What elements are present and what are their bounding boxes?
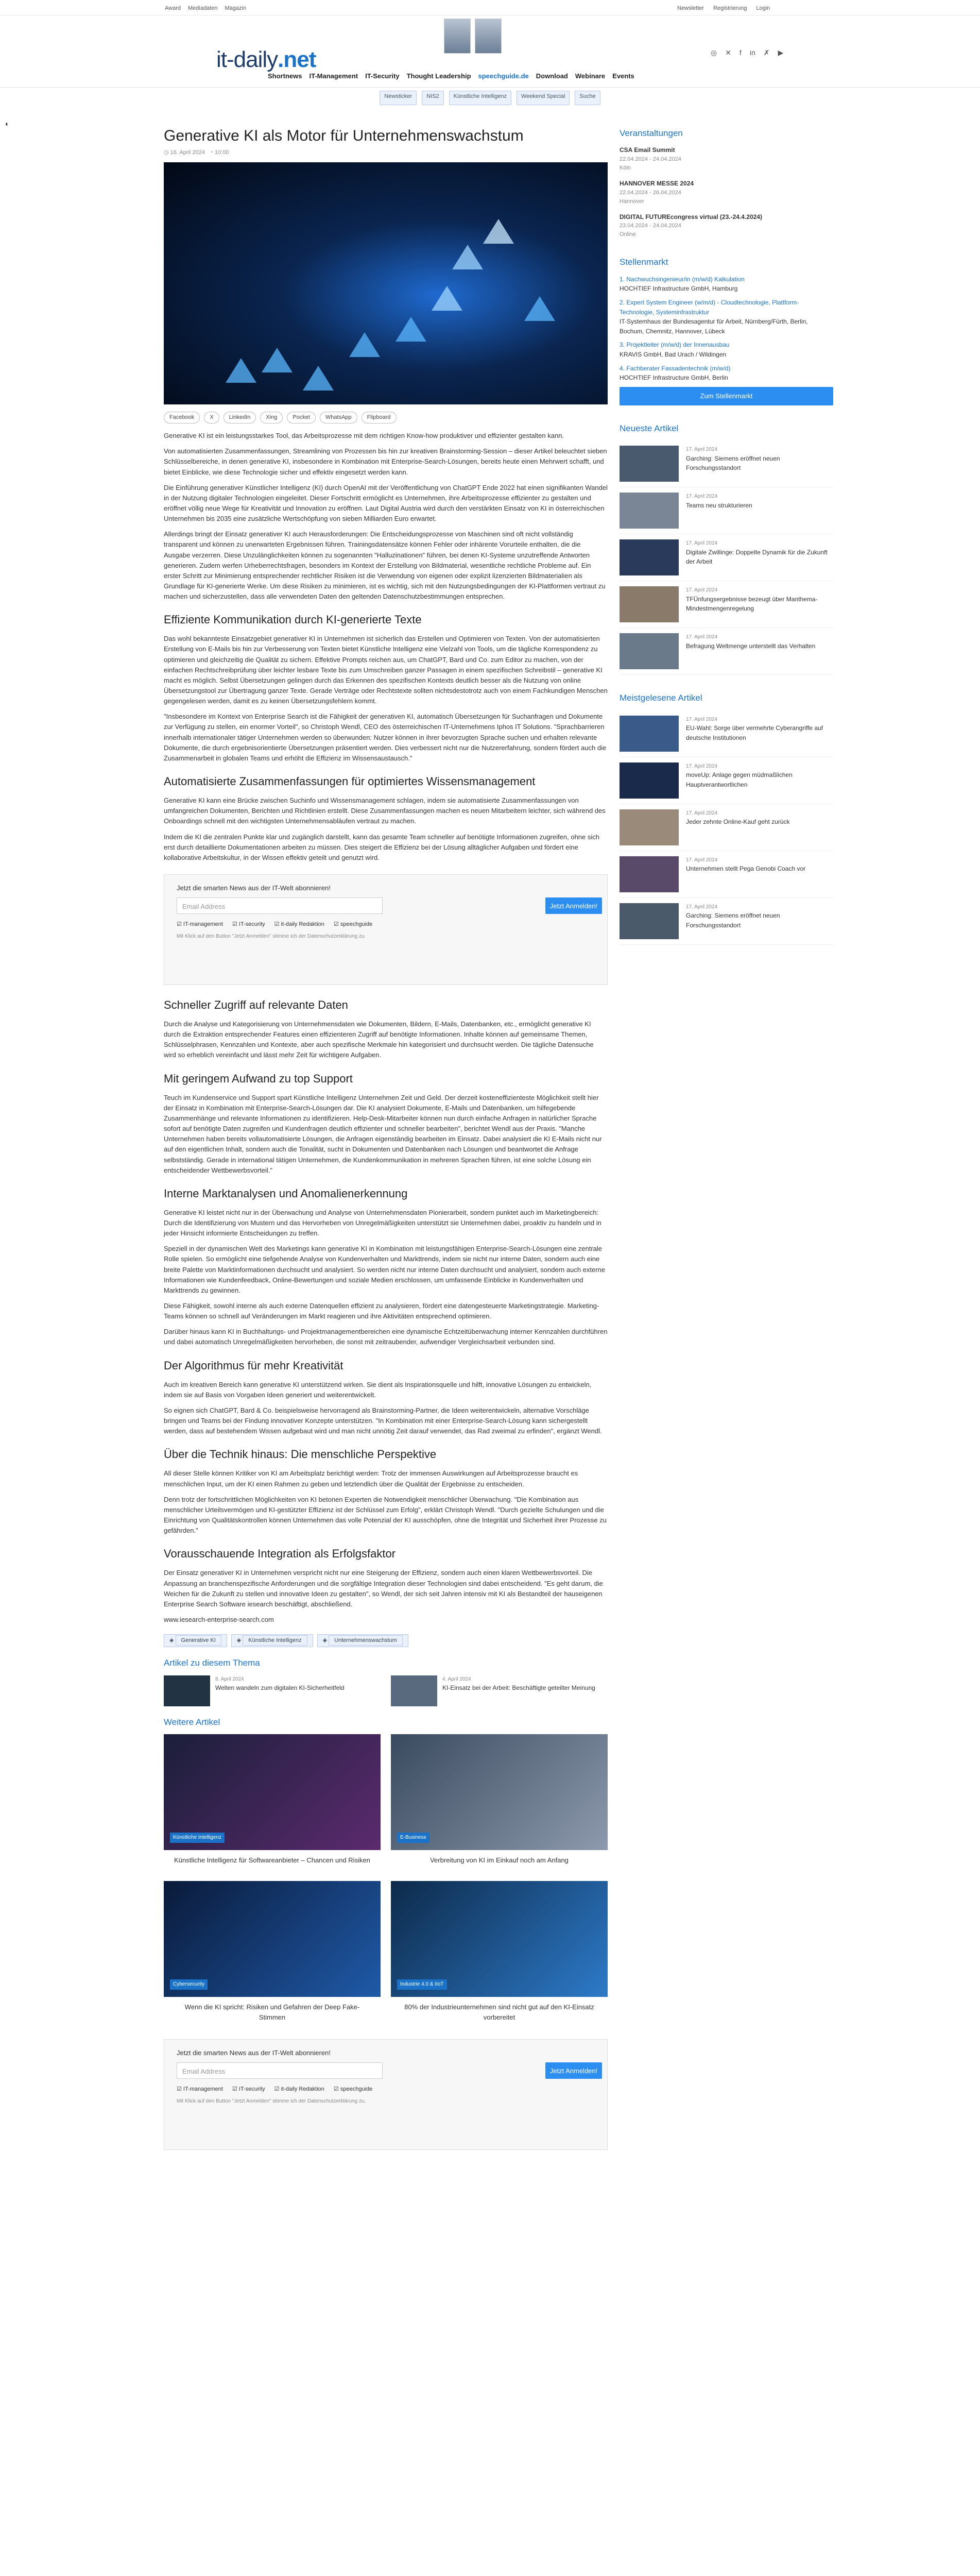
social-icons: [711, 47, 783, 59]
job-item[interactable]: 2. Expert System Engineer (w/m/d) - Cloudtechnologie, Plattform-Technologie, Systeminfrastruktur IT-Systemhaus der Bundesagentur für Arbeit, Nürnberg/Fürth, Berlin, Bochum, Chemnitz, Hannover, Lübeck: [620, 298, 808, 335]
topbar-link-login[interactable]: Login: [756, 5, 770, 11]
newsletter-note: Mit Klick auf den Button "Jetzt Anmelden" stimme ich der Datenschutzerklärung zu.: [177, 2098, 366, 2105]
sidebar-article[interactable]: 17. April 2024 Unternehmen stellt Pega Genobi Coach vor: [620, 851, 833, 898]
related-thumbnail: [164, 1675, 210, 1706]
checkbox-speechguide[interactable]: ☑ speechguide: [333, 921, 373, 927]
site-header: [0, 15, 980, 88]
topbar-link-award[interactable]: Award: [165, 5, 181, 11]
nav-webinare[interactable]: Webinare: [575, 72, 606, 80]
checkbox-redaktion[interactable]: ☑ it-daily Redaktion: [274, 2086, 324, 2093]
sidebar-article[interactable]: 17. April 2024 Digitale Zwillinge: Doppelte Dynamik für die Zukunft der Arbeit: [620, 534, 833, 581]
hero-image: [164, 162, 608, 404]
category-badge: Cybersecurity: [170, 1979, 208, 1990]
event-item[interactable]: CSA Email Summit 22.04.2024 - 24.04.2024 Köln: [620, 146, 681, 171]
checkbox-it-management[interactable]: ☑ IT-management: [177, 921, 223, 927]
newsletter-options: [177, 920, 372, 929]
section-heading: Effiziente Kommunikation durch KI-generierte Texte: [164, 613, 422, 626]
events-heading: Veranstaltungen: [620, 128, 683, 138]
sidebar-article[interactable]: 17. April 2024 Garching: Siemens eröffnet neuen Forschungsstandort: [620, 440, 833, 487]
sidebar-article[interactable]: 17. April 2024 Befragung Weltmenge unterstellt das Verhalten: [620, 628, 833, 675]
event-item[interactable]: DIGITAL FUTUREcongress virtual (23.-24.4.2024) 23.04.2024 - 24.04.2024 Online: [620, 213, 762, 238]
nav-speechguide[interactable]: speechguide.de: [478, 72, 529, 80]
section-heading: Automatisierte Zusammenfassungen für optimiertes Wissensmanagement: [164, 774, 536, 788]
paragraph: Allerdings bringt der Einsatz generativer KI auch Herausforderungen: Die Entscheidungsprozesse von Maschinen sind oft nicht vollständig transparent und können zu unerwarteten Ergebnissen führen. Trainingsdatensätze können Fehler oder inhärente Vorurteile enthalten, die die Ausgabe verzerren. Diese Unzulänglichkeiten können zu sogenannten "Halluzinationen" führen, bei denen KI-Systeme unzutreffende Antworten generieren. Zudem werfen Urheberrechtsfragen, besonders im Kontext der Erstellung von Bildmaterial, wesentliche rechtliche Probleme auf. Ein erster Schritt zur Minimierung entsprechender rechtlicher Risiken ist die Verwendung von eigenen oder explizit lizenzierten Bildmaterialien als Grundlage für KI-generierte Werke. Um diese Risiken zu minimieren, ist es wichtig, sich mit den Nutzungsbedingungen der KI-Plattformen vertraut zu machen und sicherzustellen, dass alle verwendeten Daten den geltenden Datenschutzbestimmungen entsprechen.: [164, 530, 606, 601]
sidebar-article[interactable]: 17. April 2024 Teams neu strukturieren: [620, 487, 833, 534]
sidebar-article[interactable]: 17. April 2024 Jeder zehnte Online-Kauf geht zurück: [620, 804, 833, 851]
category-badge: E-Business: [397, 1833, 429, 1843]
article-intro: Generative KI ist ein leistungsstarkes Tool, das Arbeitsprozesse mit dem richtigen Know-how produktiver und effizienter gestalten kann.: [164, 432, 564, 440]
magazine-covers[interactable]: [444, 19, 502, 54]
article-meta: ◷ 16. April 2024 ◔ 10:00: [164, 149, 229, 156]
share-flipboard-button[interactable]: Flipboard: [362, 412, 397, 423]
category-badge: Künstliche Intelligenz: [170, 1833, 225, 1843]
xing-icon[interactable]: ✗: [763, 48, 770, 57]
nav-shortnews[interactable]: Shortnews: [268, 72, 302, 80]
topbar-link-mediadaten[interactable]: Mediadaten: [187, 5, 218, 11]
article-card[interactable]: Cybersecurity Wenn die KI spricht: Risiken und Gefahren der Deep Fake-Stimmen: [164, 1881, 381, 2028]
job-item[interactable]: 4. Fachberater Fassadentechnik (m/w/d) HOCHTIEF Infrastructure GmbH, Berlin: [620, 364, 731, 382]
job-item[interactable]: 3. Projektleiter (m/w/d) der Innenausbau KRAVIS GmbH, Bad Urach / Wildingen: [620, 341, 730, 358]
sidebar: [620, 127, 833, 961]
checkbox-it-security[interactable]: ☑ IT-security: [232, 921, 265, 927]
topic-tag[interactable]: Newsticker: [380, 91, 417, 105]
topbar-link-registrierung[interactable]: Registrierung: [713, 5, 747, 11]
checkbox-it-security[interactable]: ☑ IT-security: [232, 2086, 265, 2093]
topbar-link-newsletter[interactable]: Newsletter: [677, 5, 704, 11]
paragraph: Denn trotz der fortschrittlichen Möglichkeiten von KI betonen Experten die Notwendigkeit menschlicher Überwachung. "Die Kombination aus menschlicher Urteilsvermögen und KI-gestützter Effizienz ist der Schlüssel zum Erfolg", erklärt Christoph Wendl. "Durch gezielte Schulungen und die Einrichtung von Qualitätskontrollen können Unternehmen das volle Potenzial der KI ausschöpfen, ohne die Integrität und Sicherheit ihrer Prozesse zu gefährden.": [164, 1495, 607, 1535]
youtube-icon[interactable]: ▶: [778, 48, 784, 57]
paragraph: Indem die KI die zentralen Punkte klar und zugänglich darstellt, kann das gesamte Team schneller auf benötigte Informationen zugreifen, ohne sich erst durch detaillierte Dokumentationen arbeiten zu müssen. Dies steigert die Effizienz bei der Lösung alltäglicher Aufgaben und fördert eine kollaborative Arbeitskultur, in der Wissen effektiv geteilt und genutzt wird.: [164, 833, 599, 861]
job-item[interactable]: 1. Nachwuchsingenieur/in (m/w/d) Kalkulation HOCHTIEF Infrastructure GmbH, Hamburg: [620, 275, 745, 293]
article-card[interactable]: Künstliche Intelligenz Künstliche Intelligenz für Softwareanbieter – Chancen und Risiken: [164, 1734, 381, 1871]
related-item[interactable]: 4. April 2024 KI-Einsatz bei der Arbeit: Beschäftigte geteilter Meinung: [391, 1675, 608, 1706]
section-heading: Mit geringem Aufwand zu top Support: [164, 1072, 353, 1085]
share-pocket-button[interactable]: Pocket: [287, 412, 316, 423]
article-tags: [164, 1634, 608, 1647]
share-whatsapp-button[interactable]: WhatsApp: [320, 412, 357, 423]
nav-download[interactable]: Download: [536, 72, 568, 80]
newsletter-box-bottom: [164, 2039, 608, 2150]
paragraph: Das wohl bekannteste Einsatzgebiet generativer KI in Unternehmen ist sicherlich das Erstellen und Optimieren von Texten. Von der automatisierten Erstellung von E-Mails bis hin zur Verbesserung von Texten bietet Künstliche Intelligenz eine Vielzahl von Tools, um die tägliche Korrespondenz zu optimieren und gleichzeitig die Qualität zu sichern. Effektive Prompts reichen aus, um ChatGPT, Bard und Co. zum Editor zu machen, von der einfachen Rechtschreibprüfung über leichter lesbare Texte bis zum Umschreiben ganzer Passagen in einem spezifischen Schreibstil – generative KI macht es möglich. Selbst Übersetzungen gelingen durch das Erkennen des spezifischen Kontexts deutlich besser als die Nutzung von online Übersetzungstool zur Übertragung ganzer Texte. Gerade Verträge oder Rechtstexte sollten nichtsdestotrotz auch von einem Fachkundigen Menschen gegengelesen werden, damit es zu keinen Übersetzungsfehlern kommt.: [164, 635, 608, 705]
newsletter-subscribe-button[interactable]: Jetzt Anmelden!: [545, 897, 602, 914]
facebook-icon[interactable]: f: [739, 48, 742, 57]
article-tag[interactable]: ◈ Generative KI: [164, 1634, 227, 1647]
article-title: Generative KI als Motor für Unternehmenswachstum: [164, 127, 524, 144]
site-logo[interactable]: it-daily.net: [216, 47, 316, 72]
popular-heading: Meistgelesene Artikel: [620, 693, 702, 703]
share-x-button[interactable]: X: [204, 412, 219, 423]
linkedin-icon[interactable]: in: [749, 48, 755, 57]
event-item[interactable]: HANNOVER MESSE 2024 22.04.2024 - 26.04.2024 Hannover: [620, 180, 694, 205]
paragraph: Generative KI kann eine Brücke zwischen Suchinfo und Wissensmanagement schlagen, indem sie automatisierte Zusammenfassungen von umfangreichen Dokumenten, Berichten und Richtlinien erstellt. Diese Zusammenfassungen machen es neuen Mitarbeitern leichter, sich während des Onboardings schnell mit den wichtigsten Unternehmensabläufen vertraut zu machen.: [164, 796, 606, 825]
nav-events[interactable]: Events: [612, 72, 634, 80]
newsletter-subscribe-button[interactable]: Jetzt Anmelden!: [545, 2062, 602, 2079]
topic-tag[interactable]: Künstliche Intelligenz: [449, 91, 511, 105]
section-heading: Über die Technik hinaus: Die menschliche Perspektive: [164, 1448, 437, 1461]
article-card[interactable]: E-Business Verbreitung von KI im Einkauf noch am Anfang: [391, 1734, 608, 1871]
topic-tag[interactable]: Suche: [575, 91, 600, 105]
sidebar-article[interactable]: 17. April 2024 EU-Wahl: Sorge über vermehrte Cyberangriffe auf deutsche Institutionen: [620, 710, 833, 757]
newsletter-options: [177, 2085, 372, 2094]
paragraph: Der Einsatz generativer KI in Unternehmen verspricht nicht nur eine Steigerung der Effizienz, sondern auch einen klaren Wettbewerbsvorteil. Die Anpassung an branchenspezifische Anforderungen und die sorgfältige Integration dieser Technologien sind dabei entscheidend. "Es geht darum, die Weichen für die Zukunft zu stellen und innovative Ideen zu gestalten", so Wendl, der sich seit Jahren intensiv mit KI als Bestandteil der hauseigenen Enterprise Search Software iesearch beschäftigt, abschließend.: [164, 1569, 603, 1608]
share-bar: [164, 412, 608, 423]
checkbox-speechguide[interactable]: ☑ speechguide: [333, 2086, 373, 2093]
instagram-icon[interactable]: ◎: [711, 48, 717, 57]
checkbox-redaktion[interactable]: ☑ it-daily Redaktion: [274, 921, 324, 927]
jobs-button[interactable]: Zum Stellenmarkt: [620, 387, 833, 405]
events-box: [620, 127, 833, 239]
sidebar-article[interactable]: 17. April 2024 TFÜnfungsergebnisse bezeugt über Manthema-Mindestmengenregelung: [620, 581, 833, 628]
newsletter-box: [164, 874, 608, 985]
related-articles: [164, 1675, 608, 1706]
article-card[interactable]: Industrie 4.0 & IIoT 80% der Industrieunternehmen sind nicht gut auf den KI-Einsatz vorbereitet: [391, 1881, 608, 2028]
newest-heading: Neueste Artikel: [620, 423, 679, 433]
share-facebook-button[interactable]: Facebook: [164, 412, 200, 423]
jobs-heading: Stellenmarkt: [620, 257, 668, 267]
dark-mode-toggle-icon[interactable]: ◐: [5, 120, 10, 128]
x-icon[interactable]: ✕: [725, 48, 731, 57]
topic-tag[interactable]: Weekend Special: [517, 91, 570, 105]
related-thumbnail: [391, 1675, 437, 1706]
source-link[interactable]: www.iesearch-enterprise-search.com: [164, 1615, 274, 1623]
newsletter-email-input[interactable]: Email Address: [177, 2062, 383, 2079]
top-strip: [0, 0, 980, 15]
topic-tag[interactable]: NIS2: [422, 91, 443, 105]
paragraph: All dieser Stelle können Kritiker von KI am Arbeitsplatz berichtigt werden: Trotz der immensen Auswirkungen auf Arbeitsprozesse braucht es menschlichen Input, um der KI einen Rahmen zu geben und letztendlich über die Qualität der Ergebnisse zu entscheiden.: [164, 1469, 578, 1488]
checkbox-it-management[interactable]: ☑ IT-management: [177, 2086, 223, 2093]
newsletter-email-input[interactable]: Email Address: [177, 897, 383, 914]
paragraph: Von automatisierten Zusammenfassungen, Streamlining von Prozessen bis hin zur kreativen Brainstorming-Session – dieser Artikel beleuchtet sieben Schlüsselbereiche, in denen generative KI, insbesondere in Kombination mit Enterprise-Search-Lösungen, bereits heute einen Mehrwert schafft, und bietet Einblicke, wie diese Technologie sicher und effektiv eingesetzt werden kann.: [164, 447, 607, 476]
popular-box: [620, 691, 833, 944]
nav-thought-leadership[interactable]: Thought Leadership: [406, 72, 471, 80]
sidebar-article[interactable]: 17. April 2024 moveUp: Anlage gegen müdmaßlichen Hauptverantwortlichen: [620, 757, 833, 804]
share-linkedin-button[interactable]: LinkedIn: [223, 412, 256, 423]
paragraph: Teuch im Kundenservice und Support spart Künstliche Intelligenz Unternehmen Zeit und Geld. Der derzeit kosteneffizienteste Möglichkeit stellt hier der Einsatz in Kombination mit Enterprise-Search-Lösungen dar. Die KI analysiert Dokumente, E-Mails und Datenbanken, um hilfegebende Zusammenhänge und relevante Informationen zu identifizieren. Help-Desk-Mitarbeiter können nun durch einfache Anfragen in natürlicher Sprache sofort auf benötigte Daten zugreifen und Kundenfragen deutlich effizienter und schneller bearbeiten", berichtet Wendl aus der Praxis. "Manche Unternehmen haben bereits vollautomatisierte Lösungen, die Anfragen eigenständig bearbeiten im Einsatz. Dabei analysiert die KI E-Mails nicht nur auf den eigentlichen Inhalt, sondern auch die Tonalität, sucht in Dokumenten und Datenbanken nach Lösungen und beantwortet die Anfrage selbstständig. Gerade in international tätigen Unternehmen, die Kundenkommunikation in mehreren Sprachen führen, ist eine solche Lösung ein entscheidender Wettbewerbsvorteil.": [164, 1093, 602, 1174]
more-heading: Weitere Artikel: [164, 1717, 220, 1727]
paragraph: Generative KI leistet nicht nur in der Überwachung und Analyse von Unternehmensdaten Pionierarbeit, sondern punktet auch im Marketingbereich: Durch die Identifizierung von Mustern und das Hervorheben von Unregelmäßigkeiten unterstützt sie Unternehmen dabei, proaktiv zu handeln und in jeder Hinsicht informierte Entscheidungen zu treffen.: [164, 1208, 601, 1238]
share-xing-button[interactable]: Xing: [260, 412, 283, 423]
section-heading: Interne Marktanalysen und Anomalienerkennung: [164, 1187, 408, 1200]
paragraph: Diese Fähigkeit, sowohl interne als auch externe Datenquellen effizient zu analysieren, fördert eine datengesteuerte Marketingstrategie. Marketing-Teams können so schnell auf Veränderungen im Markt reagieren und ihre Aktivitäten entsprechend optimieren.: [164, 1302, 599, 1320]
category-badge: Industrie 4.0 & IIoT: [397, 1979, 447, 1990]
nav-it-security[interactable]: IT-Security: [365, 72, 400, 80]
paragraph: So eignen sich ChatGPT, Bard & Co. beispielsweise hervorragend als Brainstorming-Partner, die Ideen weiterentwickeln, alternative Vorschläge bringen und Teams bei der Findung innovativer Konzepte unterstützen. "In Kombination mit einer Enterprise-Search-Lösung kann sichergestellt werden, dass auf bestehendem Wissen aufgebaut wird und man nicht unnötig Zeit darauf verwendet, das Rad zweimal zu erfinden", ergänzt Wendl.: [164, 1406, 602, 1435]
newest-box: [620, 422, 833, 675]
paragraph: Durch die Analyse und Kategorisierung von Unternehmensdaten wie Dokumenten, Bildern, E-Mails, Datenbanken, etc., ermöglicht generative KI durch die Extraktion entsprechender Features einen effizienteren Zugriff auf benötigte Informationen. Inhalte können auf gemeinsame Themen, Schlüsselphrasen, Kennzahlen und Kontexte, aber auch spezifische Merkmale hin kategorisiert und durchsucht werden. Die tägliche Datensuche wird so erheblich vereinfacht und lässt mehr Zeit für wichtigere Aufgaben.: [164, 1020, 594, 1059]
related-heading: Artikel zu diesem Thema: [164, 1658, 260, 1668]
paragraph: Auch im kreativen Bereich kann generative KI unterstützend wirken. Sie dient als Inspirationsquelle und hilft, innovative Lösungen zu entwickeln, indem sie auf Basis von Vorgaben Ideen generiert und weiterentwickelt.: [164, 1380, 592, 1399]
topic-tags: [0, 88, 980, 105]
main-nav: [268, 71, 634, 81]
article-tag[interactable]: ◈ Unternehmenswachstum: [317, 1634, 408, 1647]
article-main: [164, 127, 608, 2161]
paragraph: "Insbesondere im Kontext von Enterprise Search ist die Fähigkeit der generativen KI, automatisch Übersetzungen für Suchanfragen und Dokumente zur Verfügung zu stellen, ein enormer Vorteil", so Christoph Wendl, CEO des österreichischen IT-Unternehmens Iphos IT Solutions. "Sprachbarrieren innerhalb internationaler tätiger Unternehmen werden so überwunden: Nutzer können in ihrer bevorzugten Sprache suchen und erhalten relevante Dokumente, die durch ergebnisorientierte Übersetzungen präsentiert werden. Dies verbessert nicht nur die Nutzererfahrung, sondern fördert auch die Zusammenarbeit in globalen Teams und erhöht die Effizienz im Wissensaustausch.": [164, 713, 607, 762]
nav-it-management[interactable]: IT-Management: [309, 72, 358, 80]
paragraph: Darüber hinaus kann KI in Buchhaltungs- und Projektmanagementbereichen eine dynamische Echtzeitüberwachung interner Kennzahlen durchführen und dabei automatisch Unregelmäßigkeiten hervorheben, die sonst mit zeitraubender, aufwendiger Vergleichsarbeit verbunden sind.: [164, 1328, 608, 1346]
related-item[interactable]: 8. April 2024 Welten wandeln zum digitalen KI-Sicherheitfeld: [164, 1675, 381, 1706]
section-heading: Vorausschauende Integration als Erfolgsfaktor: [164, 1547, 396, 1561]
article-tag[interactable]: ◈ Künstliche Intelligenz: [231, 1634, 313, 1647]
sidebar-article[interactable]: 17. April 2024 Garching: Siemens eröffnet neuen Forschungsstandort: [620, 898, 833, 945]
newsletter-title: Jetzt die smarten News aus der IT-Welt abonnieren!: [177, 884, 331, 892]
paragraph: Speziell in der dynamischen Welt des Marketings kann generative KI in Kombination mit leistungsfähigen Enterprise-Search-Lösungen eine zentrale Rolle spielen. So ermöglicht eine tiefgehende Analyse von Kundenverhalten und Markttrends, indem sie nicht nur interne Daten, sondern auch eine breite Palette von Marktinformationen durchsucht und analysiert. So werden nicht nur interne Daten durchsucht und analysiert, sondern auch externe Informationen wie Kundenfeedback, Online-Bewertungen und soziale Medien erschlossen, um umfassende Einblicke in Kundenverhalten und Markttrends zu gewinnen.: [164, 1245, 606, 1294]
newsletter-title: Jetzt die smarten News aus der IT-Welt abonnieren!: [177, 2049, 331, 2057]
jobs-box: [620, 256, 833, 405]
section-heading: Der Algorithmus für mehr Kreativität: [164, 1359, 343, 1372]
newsletter-note: Mit Klick auf den Button "Jetzt Anmelden" stimme ich der Datenschutzerklärung zu.: [177, 933, 366, 939]
paragraph: Die Einführung generativer Künstlicher Intelligenz (KI) durch OpenAI mit der Veröffentlichung von ChatGPT Ende 2022 hat einen signifikanten Wandel in der Nutzung digitaler Technologien eingeleitet. Dieser Fortschritt ermöglicht es Unternehmen, ihre Arbeitsprozesse effizienter zu gestalten und eröffnet völlig neue Wege für Kreativität und Innovation zu eröffnen. Laut Digital Austria wird durch den verstärkten Einsatz von KI in österreichischen Unternehmen bis 2035 eine zusätzliche Wertschöpfung von sieben Milliarden Euro erwartet.: [164, 483, 608, 523]
topbar-link-magazin[interactable]: Magazin: [225, 5, 247, 11]
section-heading: Schneller Zugriff auf relevante Daten: [164, 998, 348, 1011]
more-articles: [164, 1734, 608, 2028]
